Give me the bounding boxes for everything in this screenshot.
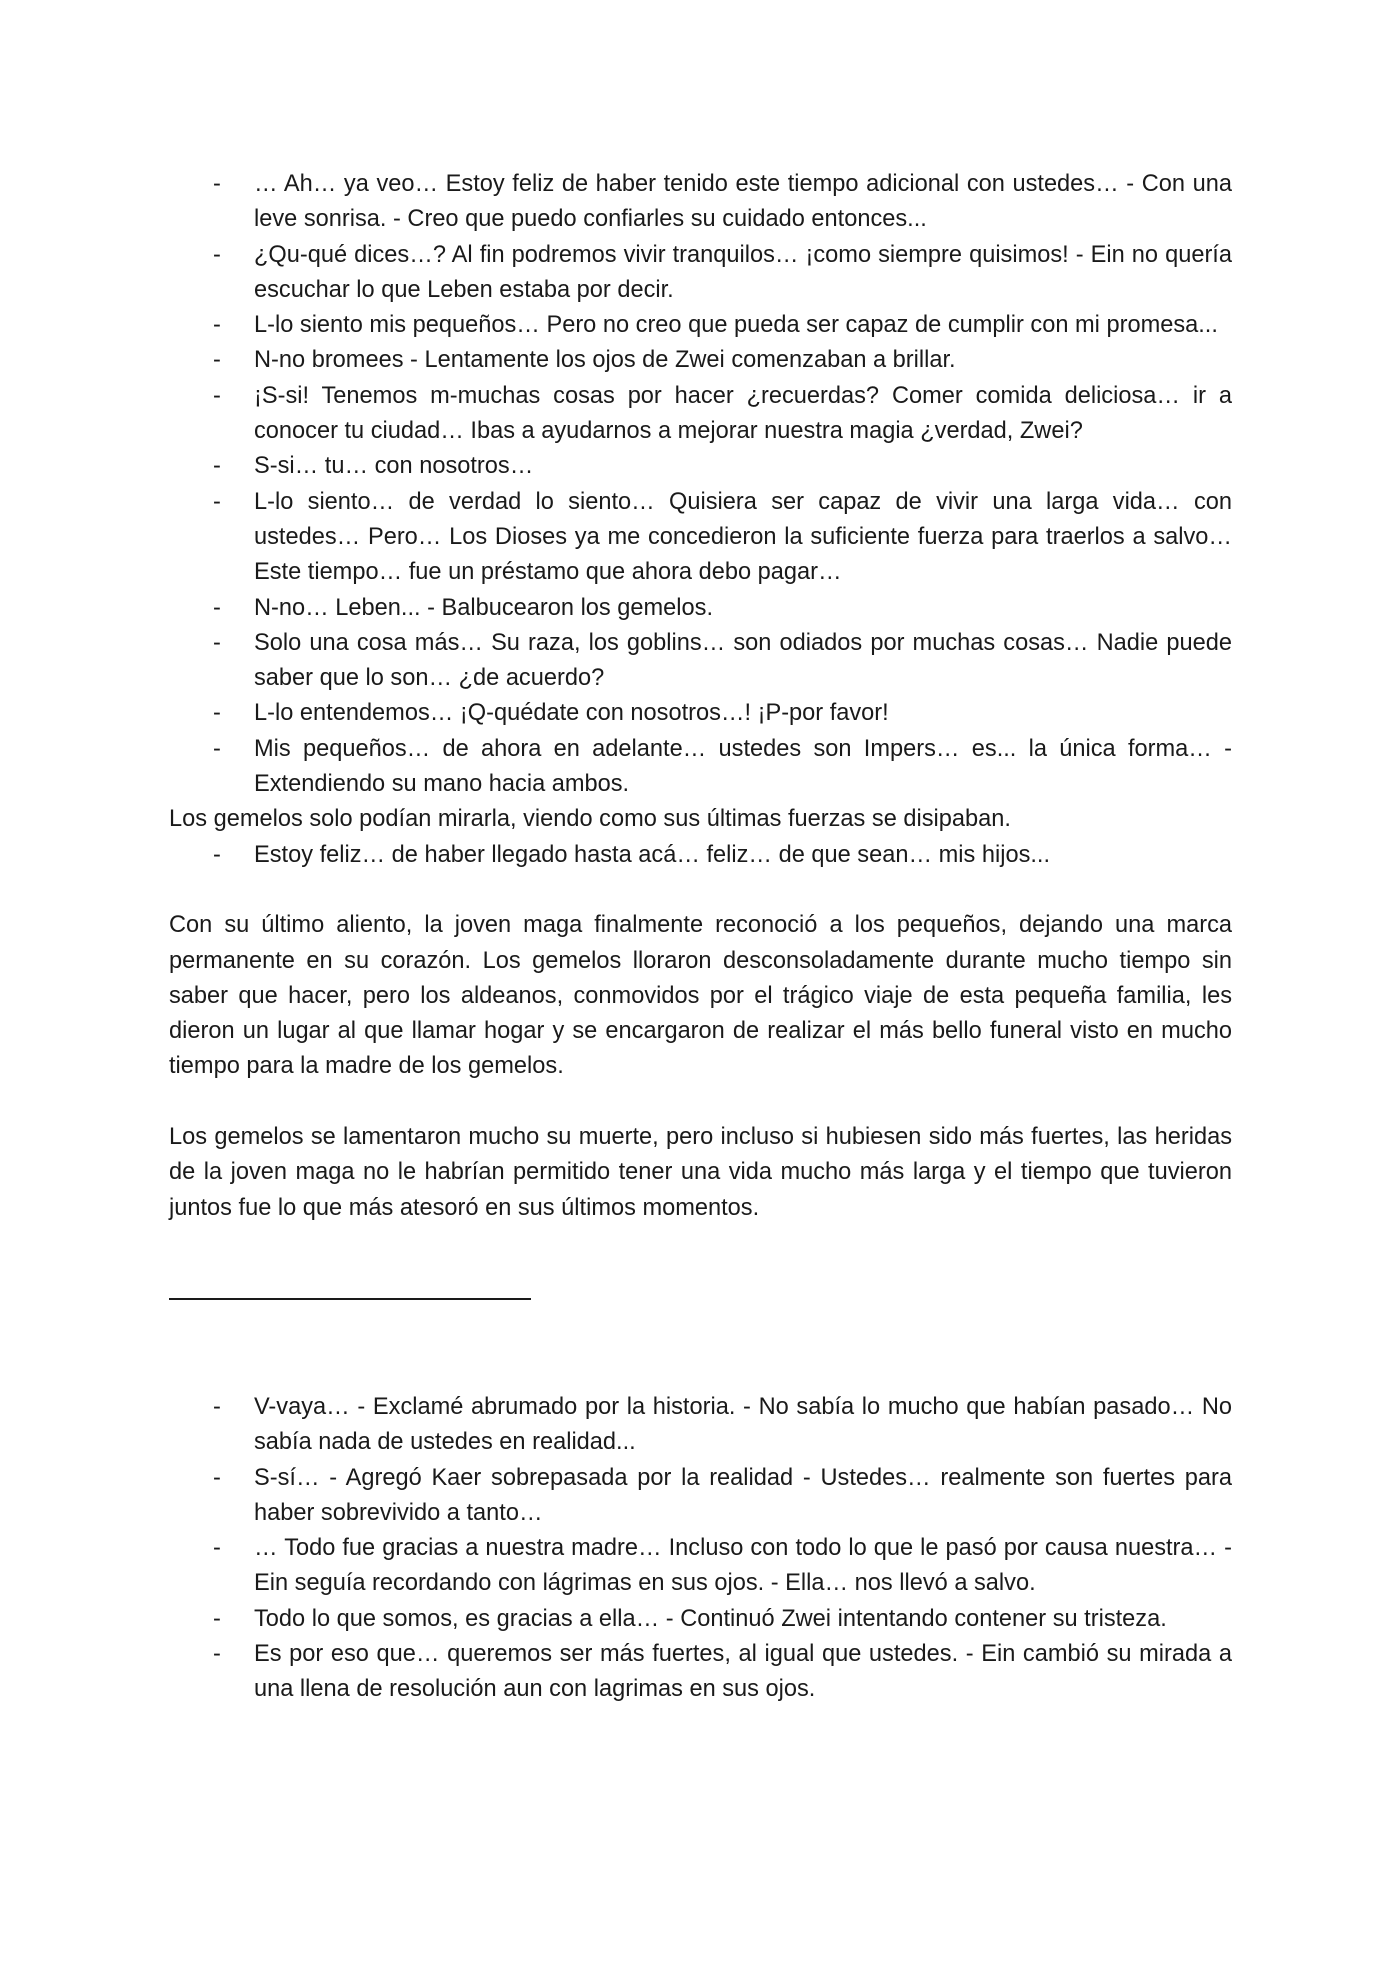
dash-marker: -: [213, 453, 221, 480]
dialogue-line: [169, 1602, 1232, 1637]
dialogue-line: [169, 696, 1232, 731]
dialogue-text: ¡S-si! Tenemos m-muchas cosas por hacer ¿recuerdas? Comer comida deliciosa… ir a conocer tu ciudad… Ibas a ayudarnos a mejorar nuestra magia ¿verdad, Zwei?: [254, 382, 1232, 445]
dash-marker: -: [213, 1535, 221, 1562]
dialogue-line: [169, 1461, 1232, 1532]
dialogue-text: N-no bromees - Lentamente los ojos de Zwei comenzaban a brillar.: [254, 347, 956, 374]
dash-marker: -: [213, 347, 221, 374]
dialogue-line: [169, 167, 1232, 238]
dash-marker: -: [213, 1464, 221, 1491]
dialogue-line: [169, 732, 1232, 803]
dash-marker: -: [213, 171, 221, 197]
paragraph-spacer: [169, 873, 1232, 908]
dash-marker: -: [213, 488, 221, 515]
dash-marker: -: [213, 1393, 221, 1420]
dialogue-text: S-sí… - Agregó Kaer sobrepasada por la realidad - Ustedes… realmente son fuertes para haber sobrevivido a tanto…: [254, 1464, 1232, 1526]
paragraph-spacer: [169, 1085, 1232, 1120]
dialogue-text: ¿Qu-qué dices…? Al fin podremos vivir tranquilos… ¡como siempre quisimos! - Ein no quería escuchar lo que Leben estaba por decir.: [254, 241, 1232, 303]
dialogue-text: Es por eso que… queremos ser más fuertes, al igual que ustedes. - Ein cambió su mirada a una llena de resolución aun con lagrimas en sus ojos.: [254, 1640, 1232, 1703]
dialogue-line: [169, 1637, 1232, 1708]
dialogue-list-2: [169, 838, 1232, 873]
dash-marker: -: [213, 1605, 221, 1632]
dialogue-line: [169, 1390, 1232, 1461]
dash-marker: -: [213, 382, 221, 409]
dialogue-list-1: [169, 167, 1232, 802]
dialogue-text: L-lo entendemos… ¡Q-quédate con nosotros…! ¡P-por favor!: [254, 700, 889, 727]
dialogue-text: … Todo fue gracias a nuestra madre… Incluso con todo lo que le pasó por causa nuestra… - Ein seguía recordando con lágrimas en sus ojos. - Ella… nos llevó a salvo.: [254, 1535, 1232, 1597]
dialogue-text: V-vaya… - Exclamé abrumado por la historia. - No sabía lo mucho que habían pasado… No sabía nada de ustedes en realidad...: [254, 1393, 1232, 1456]
dialogue-line: [169, 308, 1232, 343]
dialogue-text: L-lo siento… de verdad lo siento… Quisiera ser capaz de vivir una larga vida… con ustedes… Pero… Los Dioses ya me concedieron la suficiente fuerza para traerlos a salvo… Este tiempo… fue un préstamo que ahora debo pagar…: [254, 488, 1232, 586]
narration-line: Los gemelos solo podían mirarla, viendo como sus últimas fuerzas se disipaban.: [169, 806, 1011, 833]
dash-marker: -: [213, 594, 221, 621]
dialogue-line: [169, 449, 1232, 484]
dialogue-list-3: [169, 1390, 1232, 1708]
dash-marker: -: [213, 629, 221, 656]
dialogue-line: [169, 626, 1232, 697]
dash-marker: -: [213, 312, 221, 339]
dash-marker: -: [213, 841, 221, 868]
dialogue-line: [169, 838, 1232, 873]
dialogue-line: [169, 1531, 1232, 1602]
dialogue-line: [169, 238, 1232, 309]
document-page: [169, 167, 1232, 1708]
dialogue-text: Todo lo que somos, es gracias a ella… - Continuó Zwei intentando contener su tristeza.: [254, 1605, 1167, 1632]
dash-marker: -: [213, 735, 221, 762]
dialogue-line: [169, 591, 1232, 626]
narrative-paragraph-2: Los gemelos se lamentaron mucho su muerte, pero incluso si hubiesen sido más fuertes, las heridas de la joven maga no le habrían permitido tener una vida mucho más larga y el tiempo que tuvieron juntos fue lo que más atesoró en sus últimos momentos.: [169, 1124, 1232, 1221]
dash-marker: -: [213, 700, 221, 727]
dialogue-text: L-lo siento mis pequeños… Pero no creo que pueda ser capaz de cumplir con mi promesa...: [254, 312, 1218, 339]
dialogue-text: N-no… Leben... - Balbucearon los gemelos.: [254, 594, 714, 621]
dialogue-text: … Ah… ya veo… Estoy feliz de haber tenido este tiempo adicional con ustedes… - Con una leve sonrisa. - Creo que puedo confiarles su cuidado entonces...: [254, 171, 1232, 233]
dialogue-line: [169, 379, 1232, 450]
dialogue-line: [169, 485, 1232, 591]
narrative-paragraph-1: Con su último aliento, la joven maga finalmente reconoció a los pequeños, dejando una marca permanente en su corazón. Los gemelos lloraron desconsoladamente durante mucho tiempo sin saber que hacer, pero los aldeanos, conmovidos por el trágico viaje de esta pequeña familia, les dieron un lugar al que llamar hogar y se encargaron de realizar el más bello funeral visto en mucho tiempo para la madre de los gemelos.: [169, 912, 1232, 1080]
dialogue-text: Solo una cosa más… Su raza, los goblins… son odiados por muchas cosas… Nadie puede saber que lo son… ¿de acuerdo?: [254, 629, 1232, 692]
dialogue-text: Mis pequeños… de ahora en adelante… ustedes son Impers… es... la única forma… - Extendiendo su mano hacia ambos.: [254, 735, 1232, 798]
dialogue-line: [169, 343, 1232, 378]
dash-marker: -: [213, 241, 221, 268]
section-divider: [169, 1298, 531, 1300]
dialogue-text: Estoy feliz… de haber llegado hasta acá… feliz… de que sean… mis hijos...: [254, 841, 1051, 868]
dialogue-text: S-si… tu… con nosotros…: [254, 453, 534, 480]
dash-marker: -: [213, 1640, 221, 1667]
